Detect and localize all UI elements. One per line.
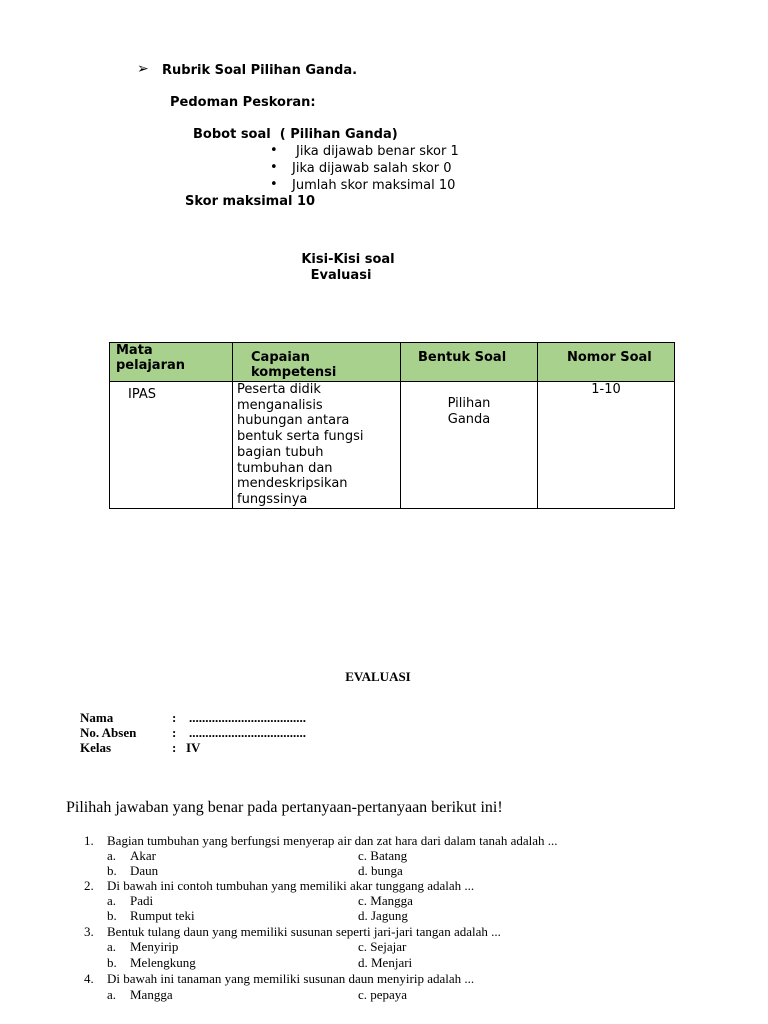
pedoman-heading: Pedoman Peskoran: bbox=[170, 95, 316, 110]
evaluasi-title: EVALUASI bbox=[345, 669, 411, 684]
option-c: c. pepaya bbox=[358, 987, 408, 1002]
kisi-table bbox=[109, 342, 675, 509]
option-a: Padi bbox=[130, 893, 154, 908]
question-text: Bagian tumbuhan yang berfungsi menyerap air dan zat hara dari dalam tanah adalah ... bbox=[107, 833, 558, 848]
field-label-nama: Nama bbox=[80, 710, 114, 725]
question-text: Di bawah ini tanaman yang memiliki susunan daun menyirip adalah ... bbox=[107, 971, 475, 986]
kisi-title: Kisi-Kisi soal bbox=[301, 252, 395, 267]
field-value-kelas: IV bbox=[186, 740, 201, 755]
field-colon: : bbox=[172, 740, 177, 755]
field-label-kelas: Kelas bbox=[80, 740, 112, 755]
cell-mapel: IPAS bbox=[110, 382, 233, 509]
arrow-bullet-icon: ➢ bbox=[137, 62, 149, 77]
question-number: 2. bbox=[84, 878, 94, 893]
option-a: Mangga bbox=[130, 987, 173, 1002]
question-text: Bentuk tulang daun yang memiliki susunan seperti jari-jari tangan adalah ... bbox=[107, 924, 501, 939]
question-text: Di bawah ini contoh tumbuhan yang memiliki akar tunggang adalah ... bbox=[107, 878, 475, 893]
option-d: d. bunga bbox=[358, 863, 403, 878]
option-a: Akar bbox=[130, 848, 156, 863]
option-letter: b. bbox=[107, 955, 117, 970]
bobot-heading: Bobot soal ( Pilihan Ganda) bbox=[193, 127, 398, 142]
option-b: Melengkung bbox=[130, 955, 196, 970]
rubrik-item: Jika dijawab benar skor 1 bbox=[296, 144, 459, 159]
rubrik-item: Jumlah skor maksimal 10 bbox=[292, 178, 456, 193]
field-colon: : bbox=[172, 710, 177, 725]
option-b: Rumput teki bbox=[130, 908, 195, 923]
option-a: Menyirip bbox=[130, 939, 179, 954]
kisi-subtitle: Evaluasi bbox=[310, 268, 372, 283]
bullet-icon: • bbox=[270, 143, 278, 158]
table-header-row bbox=[110, 343, 675, 382]
field-value-nama: .................................... bbox=[189, 710, 306, 725]
header-bentuk-soal: Bentuk Soal bbox=[401, 343, 538, 382]
option-letter: b. bbox=[107, 863, 117, 878]
header-mata-pelajaran: Mata pelajaran bbox=[110, 343, 233, 382]
bullet-icon: • bbox=[270, 160, 278, 175]
field-label-absen: No. Absen bbox=[80, 725, 137, 740]
header-nomor-soal: Nomor Soal bbox=[538, 343, 675, 382]
option-letter: a. bbox=[107, 848, 117, 863]
question-number: 3. bbox=[84, 924, 94, 939]
rubrik-title: Rubrik Soal Pilihan Ganda. bbox=[162, 63, 358, 78]
instruction-text: Pilihah jawaban yang benar pada pertanyaan-pertanyaan berikut ini! bbox=[66, 799, 503, 816]
bullet-icon: • bbox=[270, 177, 278, 192]
field-value-absen: .................................... bbox=[189, 725, 306, 740]
option-letter: b. bbox=[107, 908, 117, 923]
rubrik-item: Jika dijawab salah skor 0 bbox=[292, 161, 452, 176]
cell-capaian: Peserta didik menganalisis hubungan antara bentuk serta fungsi bagian tubuh tumbuhan dan mendeskripsikan fungssinya bbox=[233, 382, 401, 509]
option-b: Daun bbox=[130, 863, 159, 878]
cell-bentuk: Pilihan Ganda bbox=[401, 382, 538, 509]
option-c: c. Mangga bbox=[358, 893, 413, 908]
option-letter: a. bbox=[107, 939, 117, 954]
option-letter: a. bbox=[107, 893, 117, 908]
header-capaian-kompetensi: Capaian kompetensi bbox=[233, 343, 401, 382]
field-colon: : bbox=[172, 725, 177, 740]
option-d: d. Jagung bbox=[358, 908, 408, 923]
question-number: 1. bbox=[84, 833, 94, 848]
option-d: d. Menjari bbox=[358, 955, 413, 970]
table-row bbox=[110, 382, 675, 509]
cell-nomor: 1-10 bbox=[538, 382, 675, 509]
question-number: 4. bbox=[84, 971, 94, 986]
option-letter: a. bbox=[107, 987, 117, 1002]
option-c: c. Batang bbox=[358, 848, 408, 863]
skor-maksimal: Skor maksimal 10 bbox=[185, 194, 316, 209]
option-c: c. Sejajar bbox=[358, 939, 407, 954]
